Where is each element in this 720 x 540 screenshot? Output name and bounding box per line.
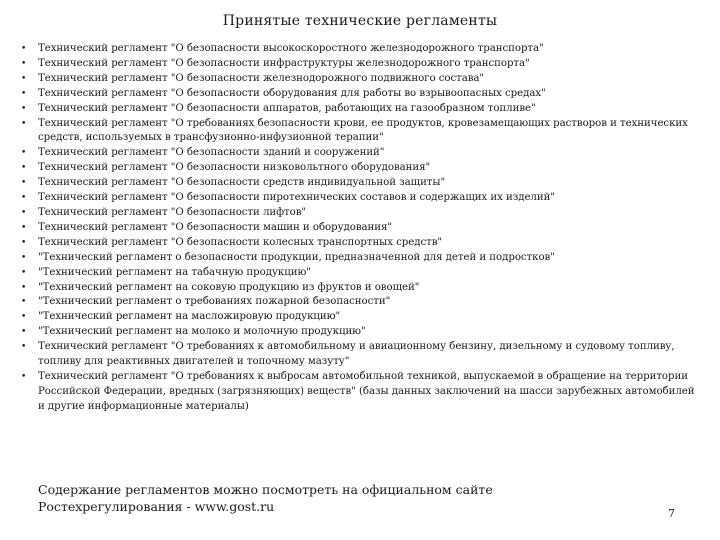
bullet-icon: • xyxy=(21,252,27,263)
list-item xyxy=(18,191,698,206)
bullet-icon: • xyxy=(21,267,27,278)
bullet-icon: • xyxy=(21,58,27,69)
item-text: Технический регламент "О безопасности зданий и сооружений" xyxy=(38,147,385,159)
item-text: Технический регламент "О безопасности колесных транспортных средств" xyxy=(38,236,443,248)
bullet-icon: • xyxy=(21,282,27,293)
item-text: Технический регламент "О безопасности железнодорожного подвижного состава" xyxy=(38,72,485,84)
item-text: "Технический регламент о безопасности продукции, предназначенной для детей и подростков" xyxy=(38,251,555,263)
item-text: Технический регламент "О безопасности аппаратов, работающих на газообразном топливе" xyxy=(38,102,536,114)
list-item xyxy=(18,117,698,147)
list-item xyxy=(18,57,698,72)
item-text: Технический регламент "О безопасности лифтов" xyxy=(38,206,307,218)
item-text: Технический регламент "О требованиях к автомобильному и авиационному бензину, дизельному и судовому топливу, топливу для реактивных двигателей и топочному мазуту" xyxy=(38,341,675,368)
bullet-icon: • xyxy=(21,163,27,174)
bullet-icon: • xyxy=(21,73,27,84)
bullet-icon: • xyxy=(21,342,27,353)
item-text: "Технический регламент на молоко и молочную продукцию" xyxy=(38,326,366,338)
item-text: Технический регламент "О безопасности машин и оборудования" xyxy=(38,221,393,233)
bullet-icon: • xyxy=(21,222,27,233)
list-item xyxy=(18,310,698,325)
list-item xyxy=(18,102,698,117)
page-title: Принятые технические регламенты xyxy=(222,13,498,29)
bullet-icon: • xyxy=(21,118,27,129)
list-item xyxy=(18,72,698,87)
item-text: Технический регламент "О безопасности оборудования для работы во взрывоопасных средах" xyxy=(38,87,546,99)
item-text: "Технический регламент на табачную продукцию" xyxy=(38,266,311,278)
list-item xyxy=(18,221,698,236)
footer-note: Содержание регламентов можно посмотреть на официальном сайте Ростехрегулирования - www.gost.ru xyxy=(38,482,493,514)
list-item xyxy=(18,325,698,340)
list-item xyxy=(18,295,698,310)
bullet-icon: • xyxy=(21,207,27,218)
list-item xyxy=(18,87,698,102)
list-item xyxy=(18,281,698,296)
item-text: "Технический регламент на масложировую продукцию" xyxy=(38,311,341,323)
item-text: Технический регламент "О безопасности низковольтного оборудования" xyxy=(38,162,431,174)
bullet-icon: • xyxy=(21,327,27,338)
item-text: Технический регламент "О безопасности средств индивидуальной защиты" xyxy=(38,177,446,189)
bullet-icon: • xyxy=(21,103,27,114)
list-item xyxy=(18,340,698,370)
bullet-icon: • xyxy=(21,297,27,308)
item-text: Технический регламент "О безопасности пиротехнических составов и содержащих их изделий" xyxy=(38,192,555,204)
item-text: "Технический регламент о требованиях пожарной безопасности" xyxy=(38,296,391,308)
bullet-icon: • xyxy=(21,148,27,159)
bullet-icon: • xyxy=(21,312,27,323)
list-item xyxy=(18,370,698,415)
list-item xyxy=(18,266,698,281)
list-item xyxy=(18,206,698,221)
list-item xyxy=(18,146,698,161)
bullet-icon: • xyxy=(21,371,27,382)
bullet-icon: • xyxy=(21,88,27,99)
bullet-icon: • xyxy=(21,44,27,54)
item-text: Технический регламент "О безопасности высокоскоростного железнодорожного транспорта" xyxy=(38,43,544,54)
page-number: 7 xyxy=(668,507,675,520)
list-item xyxy=(18,236,698,251)
item-text: Технический регламент "О требованиях безопасности крови, ее продуктов, кровезамещающих растворов и технических средств, используемых в трансфузионно-инфузионной терапии" xyxy=(38,117,688,144)
list-item xyxy=(18,42,698,57)
item-text: Технический регламент "О требованиях к выбросам автомобильной техникой, выпускаемой в обращение на территории Российской Федерации, вредных (загрязняющих) веществ" (базы данных заключений на шасси зарубежных автомобилей и другие информационные материалы) xyxy=(38,370,695,412)
bullet-icon: • xyxy=(21,178,27,189)
item-text: Технический регламент "О безопасности инфраструктуры железнодорожного транспорта" xyxy=(38,57,530,69)
list-item xyxy=(18,176,698,191)
bullet-icon: • xyxy=(21,193,27,204)
list-item xyxy=(18,251,698,266)
regulations-list xyxy=(18,42,698,415)
bullet-icon: • xyxy=(21,237,27,248)
item-text: "Технический регламент на соковую продукцию из фруктов и овощей" xyxy=(38,281,420,293)
list-item xyxy=(18,161,698,176)
